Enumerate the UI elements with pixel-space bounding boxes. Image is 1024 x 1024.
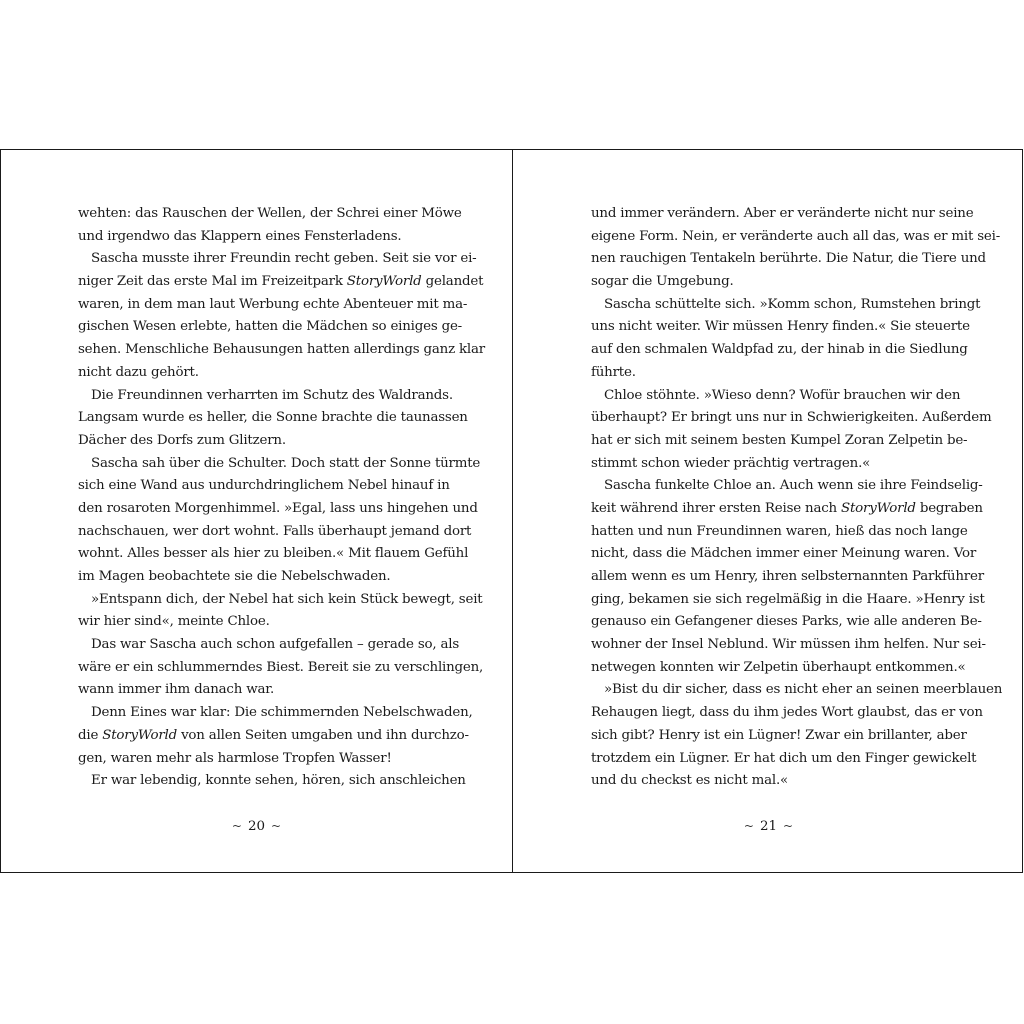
text-line: wir hier sind«, meinte Chloe. bbox=[78, 614, 270, 630]
text-line: gen, waren mehr als harmlose Tropfen Wasser! bbox=[78, 750, 392, 766]
page-gutter-divider bbox=[512, 149, 513, 873]
text-line: »Bist du dir sicher, dass es nicht eher an seinen meerblauen bbox=[604, 682, 1003, 698]
text-line: keit während ihrer ersten Reise nach StoryWorld begraben bbox=[591, 500, 983, 516]
page-number-text: 20 bbox=[247, 819, 266, 834]
text-line: niger Zeit das erste Mal im Freizeitpark StoryWorld gelandet bbox=[78, 274, 484, 290]
text-line: wohnt. Alles besser als hier zu bleiben.« Mit flauem Gefühl bbox=[78, 546, 469, 562]
page-text-left bbox=[78, 203, 486, 793]
text-line: und irgendwo das Klappern eines Fensterladens. bbox=[78, 228, 402, 244]
text-line: wehten: das Rauschen der Wellen, der Schrei einer Möwe bbox=[78, 206, 462, 221]
page-text-right bbox=[591, 203, 1003, 793]
text-line: Sascha funkelte Chloe an. Auch wenn sie ihre Feindselig- bbox=[604, 478, 983, 494]
text-line: stimmt schon wieder prächtig vertragen.« bbox=[591, 455, 871, 471]
text-line: sich gibt? Henry ist ein Lügner! Zwar ein brillanter, aber bbox=[591, 727, 967, 743]
text-line: im Magen beobachtete sie die Nebelschwaden. bbox=[78, 569, 391, 584]
text-line: Langsam wurde es heller, die Sonne brachte die taunassen bbox=[78, 410, 468, 426]
text-line: Denn Eines war klar: Die schimmernden Nebelschwaden, bbox=[91, 705, 473, 721]
text-line: führte. bbox=[591, 364, 636, 380]
text-line: genauso ein Gefangener dieses Parks, wie alle anderen Be- bbox=[591, 614, 982, 630]
text-line: nicht dazu gehört. bbox=[78, 364, 199, 380]
text-line: eigene Form. Nein, er veränderte auch all das, was er mit sei- bbox=[591, 228, 1001, 244]
text-line: Sascha sah über die Schulter. Doch statt der Sonne türmte bbox=[91, 455, 481, 471]
page-left bbox=[1, 150, 512, 872]
text-line: sogar die Umgebung. bbox=[591, 274, 734, 290]
text-line: hatten und nun Freundinnen waren, hieß das noch lange bbox=[591, 523, 968, 539]
text-line: nicht, dass die Mädchen immer einer Meinung waren. Vor bbox=[591, 546, 977, 562]
text-line: Chloe stöhnte. »Wieso denn? Wofür brauchen wir den bbox=[604, 387, 961, 403]
ornament-right-icon: ~ bbox=[783, 819, 794, 833]
text-line: allem wenn es um Henry, ihren selbsternannten Parkführer bbox=[591, 569, 984, 584]
text-line: überhaupt? Er bringt uns nur in Schwierigkeiten. Außerdem bbox=[591, 410, 992, 426]
text-line: wann immer ihm danach war. bbox=[78, 682, 275, 698]
text-line: Sascha schüttelte sich. »Komm schon, Rumstehen bringt bbox=[604, 296, 981, 312]
text-line: uns nicht weiter. Wir müssen Henry finden.« Sie steuerte bbox=[591, 319, 970, 335]
page-number-text: 21 bbox=[759, 819, 778, 834]
text-line: die StoryWorld von allen Seiten umgaben und ihn durchzo- bbox=[78, 727, 469, 743]
text-line: und du checkst es nicht mal.« bbox=[591, 773, 789, 789]
text-line: »Entspann dich, der Nebel hat sich kein Stück bewegt, seit bbox=[91, 591, 483, 607]
text-line: hat er sich mit seinem besten Kumpel Zoran Zelpetin be- bbox=[591, 432, 968, 448]
text-line: Die Freundinnen verharrten im Schutz des Waldrands. bbox=[91, 387, 453, 403]
ornament-left-icon: ~ bbox=[231, 819, 242, 833]
text-line: ging, bekamen sie sich regelmäßig in die Haare. »Henry ist bbox=[591, 591, 985, 607]
text-line: sehen. Menschliche Behausungen hatten allerdings ganz klar bbox=[78, 342, 486, 358]
text-line: nachschauen, wer dort wohnt. Falls überhaupt jemand dort bbox=[78, 523, 472, 539]
text-line: den rosaroten Morgenhimmel. »Egal, lass uns hingehen und bbox=[78, 500, 478, 516]
text-line: Das war Sascha auch schon aufgefallen – gerade so, als bbox=[91, 637, 460, 653]
text-line: trotzdem ein Lügner. Er hat dich um den Finger gewickelt bbox=[591, 750, 977, 766]
text-line: Sascha musste ihrer Freundin recht geben. Seit sie vor ei- bbox=[91, 251, 477, 267]
page-number-left bbox=[1, 816, 512, 837]
page-number-right bbox=[513, 816, 1024, 837]
text-line: nen rauchigen Tentakeln berührte. Die Natur, die Tiere und bbox=[591, 251, 986, 267]
text-line: wäre er ein schlummerndes Biest. Bereit sie zu verschlingen, bbox=[78, 659, 484, 675]
text-line: netwegen konnten wir Zelpetin überhaupt entkommen.« bbox=[591, 659, 966, 675]
page-right bbox=[513, 150, 1024, 872]
text-line: auf den schmalen Waldpfad zu, der hinab in die Siedlung bbox=[591, 342, 968, 358]
ornament-left-icon: ~ bbox=[743, 819, 754, 833]
text-line: Dächer des Dorfs zum Glitzern. bbox=[78, 432, 286, 448]
text-line: waren, in dem man laut Werbung echte Abenteuer mit ma- bbox=[78, 296, 468, 312]
text-line: Er war lebendig, konnte sehen, hören, sich anschleichen bbox=[91, 773, 466, 789]
text-line: gischen Wesen erlebte, hatten die Mädchen so einiges ge- bbox=[78, 319, 463, 335]
text-line: wohner der Insel Neblund. Wir müssen ihm helfen. Nur sei- bbox=[591, 637, 986, 653]
text-line: sich eine Wand aus undurchdringlichem Nebel hinauf in bbox=[78, 478, 450, 494]
text-line: Rehaugen liegt, dass du ihm jedes Wort glaubst, das er von bbox=[591, 705, 983, 721]
ornament-right-icon: ~ bbox=[271, 819, 282, 833]
text-line: und immer verändern. Aber er veränderte nicht nur seine bbox=[591, 206, 974, 221]
